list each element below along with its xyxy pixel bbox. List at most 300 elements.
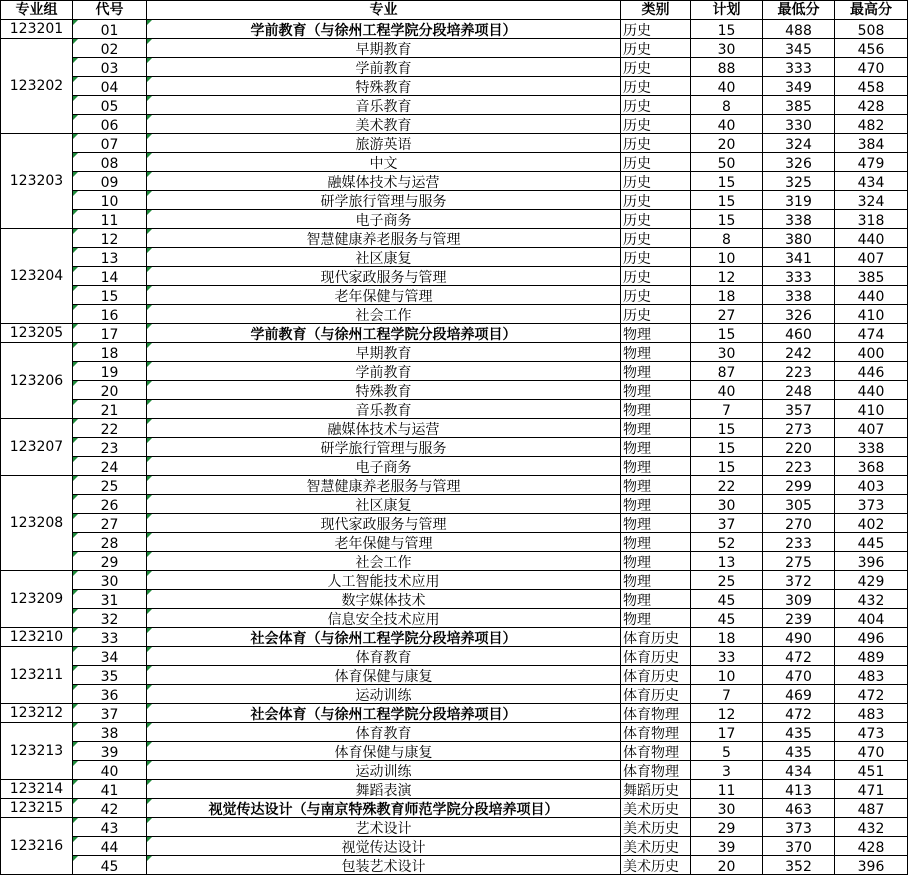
plan-cell: 11 (691, 780, 763, 799)
major-cell: 电子商务 (147, 457, 621, 476)
plan-cell: 17 (691, 723, 763, 742)
max-score-cell: 432 (835, 590, 908, 609)
major-cell: 音乐教育 (147, 96, 621, 115)
max-score-cell: 396 (835, 552, 908, 571)
category-cell: 历史 (621, 96, 691, 115)
min-score-cell: 435 (763, 723, 835, 742)
code-cell: 12 (73, 229, 147, 248)
code-cell: 25 (73, 476, 147, 495)
max-score-cell: 470 (835, 58, 908, 77)
category-cell: 历史 (621, 77, 691, 96)
header-max-score: 最高分 (835, 1, 908, 20)
major-cell: 融媒体技术与运营 (147, 172, 621, 191)
max-score-cell: 400 (835, 343, 908, 362)
min-score-cell: 275 (763, 552, 835, 571)
max-score-cell: 368 (835, 457, 908, 476)
category-cell: 物理 (621, 324, 691, 343)
plan-cell: 15 (691, 457, 763, 476)
category-cell: 历史 (621, 58, 691, 77)
header-row (1, 1, 908, 20)
table-row (1, 761, 908, 780)
code-cell: 11 (73, 210, 147, 229)
major-cell: 早期教育 (147, 39, 621, 58)
major-cell: 社区康复 (147, 495, 621, 514)
category-cell: 美术历史 (621, 799, 691, 818)
code-cell: 15 (73, 286, 147, 305)
category-cell: 美术历史 (621, 818, 691, 837)
table-row (1, 381, 908, 400)
major-cell: 研学旅行管理与服务 (147, 438, 621, 457)
plan-cell: 33 (691, 647, 763, 666)
category-cell: 体育历史 (621, 666, 691, 685)
code-cell: 01 (73, 20, 147, 39)
category-cell: 物理 (621, 571, 691, 590)
min-score-cell: 370 (763, 837, 835, 856)
code-cell: 17 (73, 324, 147, 343)
code-cell: 02 (73, 39, 147, 58)
min-score-cell: 352 (763, 856, 835, 875)
major-cell: 特殊教育 (147, 77, 621, 96)
code-cell: 33 (73, 628, 147, 647)
code-cell: 40 (73, 761, 147, 780)
group-id-cell: 123214 (1, 780, 73, 799)
max-score-cell: 402 (835, 514, 908, 533)
major-cell: 视觉传达设计（与南京特殊教育师范学院分段培养项目） (147, 799, 621, 818)
code-cell: 38 (73, 723, 147, 742)
table-row (1, 96, 908, 115)
plan-cell: 7 (691, 685, 763, 704)
max-score-cell: 489 (835, 647, 908, 666)
major-cell: 现代家政服务与管理 (147, 267, 621, 286)
min-score-cell: 242 (763, 343, 835, 362)
category-cell: 历史 (621, 305, 691, 324)
table-row (1, 267, 908, 286)
max-score-cell: 440 (835, 286, 908, 305)
min-score-cell: 435 (763, 742, 835, 761)
table-row (1, 571, 908, 590)
code-cell: 24 (73, 457, 147, 476)
category-cell: 物理 (621, 476, 691, 495)
group-id-cell: 123201 (1, 20, 73, 39)
min-score-cell: 330 (763, 115, 835, 134)
plan-cell: 52 (691, 533, 763, 552)
min-score-cell: 373 (763, 818, 835, 837)
plan-cell: 27 (691, 305, 763, 324)
code-cell: 42 (73, 799, 147, 818)
plan-cell: 45 (691, 590, 763, 609)
min-score-cell: 223 (763, 457, 835, 476)
max-score-cell: 396 (835, 856, 908, 875)
max-score-cell: 410 (835, 305, 908, 324)
code-cell: 28 (73, 533, 147, 552)
plan-cell: 40 (691, 115, 763, 134)
major-cell: 舞蹈表演 (147, 780, 621, 799)
code-cell: 32 (73, 609, 147, 628)
table-row (1, 115, 908, 134)
max-score-cell: 318 (835, 210, 908, 229)
plan-cell: 10 (691, 248, 763, 267)
plan-cell: 45 (691, 609, 763, 628)
max-score-cell: 428 (835, 96, 908, 115)
plan-cell: 37 (691, 514, 763, 533)
category-cell: 历史 (621, 172, 691, 191)
header-category: 类别 (621, 1, 691, 20)
group-id-cell: 123212 (1, 704, 73, 723)
major-cell: 老年保健与管理 (147, 533, 621, 552)
max-score-cell: 410 (835, 400, 908, 419)
max-score-cell: 473 (835, 723, 908, 742)
category-cell: 物理 (621, 552, 691, 571)
code-cell: 20 (73, 381, 147, 400)
code-cell: 43 (73, 818, 147, 837)
max-score-cell: 338 (835, 438, 908, 457)
code-cell: 23 (73, 438, 147, 457)
major-cell: 信息安全技术应用 (147, 609, 621, 628)
plan-cell: 20 (691, 856, 763, 875)
code-cell: 45 (73, 856, 147, 875)
category-cell: 历史 (621, 153, 691, 172)
table-row (1, 666, 908, 685)
table-row (1, 191, 908, 210)
major-cell: 体育保健与康复 (147, 666, 621, 685)
major-cell: 社会工作 (147, 305, 621, 324)
major-cell: 体育教育 (147, 647, 621, 666)
min-score-cell: 341 (763, 248, 835, 267)
table-row (1, 704, 908, 723)
plan-cell: 30 (691, 495, 763, 514)
category-cell: 历史 (621, 286, 691, 305)
min-score-cell: 472 (763, 647, 835, 666)
max-score-cell: 384 (835, 134, 908, 153)
group-id-cell: 123215 (1, 799, 73, 818)
major-cell: 学前教育 (147, 362, 621, 381)
max-score-cell: 451 (835, 761, 908, 780)
plan-cell: 30 (691, 343, 763, 362)
category-cell: 物理 (621, 514, 691, 533)
code-cell: 37 (73, 704, 147, 723)
plan-cell: 15 (691, 324, 763, 343)
category-cell: 美术历史 (621, 837, 691, 856)
max-score-cell: 434 (835, 172, 908, 191)
min-score-cell: 233 (763, 533, 835, 552)
table-row (1, 590, 908, 609)
code-cell: 14 (73, 267, 147, 286)
category-cell: 历史 (621, 210, 691, 229)
plan-cell: 15 (691, 172, 763, 191)
category-cell: 物理 (621, 533, 691, 552)
min-score-cell: 372 (763, 571, 835, 590)
plan-cell: 5 (691, 742, 763, 761)
code-cell: 29 (73, 552, 147, 571)
category-cell: 物理 (621, 609, 691, 628)
group-id-cell: 123211 (1, 647, 73, 704)
category-cell: 美术历史 (621, 856, 691, 875)
code-cell: 10 (73, 191, 147, 210)
plan-cell: 15 (691, 20, 763, 39)
min-score-cell: 488 (763, 20, 835, 39)
plan-cell: 15 (691, 419, 763, 438)
table-body (1, 20, 908, 875)
table-row (1, 799, 908, 818)
min-score-cell: 413 (763, 780, 835, 799)
max-score-cell: 440 (835, 229, 908, 248)
major-cell: 体育保健与康复 (147, 742, 621, 761)
plan-cell: 29 (691, 818, 763, 837)
plan-cell: 40 (691, 77, 763, 96)
max-score-cell: 445 (835, 533, 908, 552)
major-cell: 融媒体技术与运营 (147, 419, 621, 438)
max-score-cell: 483 (835, 704, 908, 723)
group-id-cell: 123216 (1, 818, 73, 875)
max-score-cell: 429 (835, 571, 908, 590)
max-score-cell: 407 (835, 248, 908, 267)
table-row (1, 77, 908, 96)
plan-cell: 20 (691, 134, 763, 153)
major-cell: 智慧健康养老服务与管理 (147, 476, 621, 495)
max-score-cell: 428 (835, 837, 908, 856)
category-cell: 历史 (621, 191, 691, 210)
group-id-cell: 123205 (1, 324, 73, 343)
code-cell: 44 (73, 837, 147, 856)
max-score-cell: 508 (835, 20, 908, 39)
major-cell: 学前教育 (147, 58, 621, 77)
table-row (1, 210, 908, 229)
min-score-cell: 273 (763, 419, 835, 438)
major-cell: 中文 (147, 153, 621, 172)
max-score-cell: 385 (835, 267, 908, 286)
min-score-cell: 460 (763, 324, 835, 343)
major-cell: 智慧健康养老服务与管理 (147, 229, 621, 248)
group-id-cell: 123210 (1, 628, 73, 647)
code-cell: 06 (73, 115, 147, 134)
min-score-cell: 349 (763, 77, 835, 96)
category-cell: 体育历史 (621, 685, 691, 704)
category-cell: 物理 (621, 438, 691, 457)
category-cell: 历史 (621, 248, 691, 267)
code-cell: 09 (73, 172, 147, 191)
min-score-cell: 463 (763, 799, 835, 818)
table-row (1, 248, 908, 267)
major-cell: 包装艺术设计 (147, 856, 621, 875)
code-cell: 41 (73, 780, 147, 799)
category-cell: 体育物理 (621, 704, 691, 723)
min-score-cell: 309 (763, 590, 835, 609)
plan-cell: 3 (691, 761, 763, 780)
group-id-cell: 123202 (1, 39, 73, 134)
group-id-cell: 123206 (1, 343, 73, 419)
code-cell: 35 (73, 666, 147, 685)
category-cell: 历史 (621, 115, 691, 134)
plan-cell: 12 (691, 267, 763, 286)
min-score-cell: 239 (763, 609, 835, 628)
plan-cell: 88 (691, 58, 763, 77)
max-score-cell: 446 (835, 362, 908, 381)
min-score-cell: 325 (763, 172, 835, 191)
table-row (1, 286, 908, 305)
table-row (1, 495, 908, 514)
table-row (1, 780, 908, 799)
min-score-cell: 270 (763, 514, 835, 533)
min-score-cell: 385 (763, 96, 835, 115)
table-row (1, 324, 908, 343)
major-cell: 数字媒体技术 (147, 590, 621, 609)
table-row (1, 628, 908, 647)
header-group: 专业组 (1, 1, 73, 20)
group-id-cell: 123207 (1, 419, 73, 476)
plan-cell: 12 (691, 704, 763, 723)
category-cell: 体育物理 (621, 742, 691, 761)
max-score-cell: 440 (835, 381, 908, 400)
plan-cell: 8 (691, 96, 763, 115)
category-cell: 物理 (621, 362, 691, 381)
major-cell: 社区康复 (147, 248, 621, 267)
code-cell: 03 (73, 58, 147, 77)
code-cell: 36 (73, 685, 147, 704)
category-cell: 物理 (621, 419, 691, 438)
plan-cell: 18 (691, 286, 763, 305)
category-cell: 体育物理 (621, 761, 691, 780)
category-cell: 物理 (621, 400, 691, 419)
category-cell: 历史 (621, 39, 691, 58)
table-row (1, 723, 908, 742)
major-cell: 社会工作 (147, 552, 621, 571)
plan-cell: 30 (691, 39, 763, 58)
max-score-cell: 472 (835, 685, 908, 704)
table-row (1, 39, 908, 58)
plan-cell: 15 (691, 210, 763, 229)
max-score-cell: 373 (835, 495, 908, 514)
plan-cell: 25 (691, 571, 763, 590)
code-cell: 05 (73, 96, 147, 115)
header-min-score: 最低分 (763, 1, 835, 20)
table-row (1, 609, 908, 628)
plan-cell: 22 (691, 476, 763, 495)
table-row (1, 58, 908, 77)
plan-cell: 87 (691, 362, 763, 381)
code-cell: 26 (73, 495, 147, 514)
plan-cell: 13 (691, 552, 763, 571)
table-row (1, 419, 908, 438)
major-cell: 社会体育（与徐州工程学院分段培养项目） (147, 704, 621, 723)
category-cell: 物理 (621, 381, 691, 400)
max-score-cell: 482 (835, 115, 908, 134)
code-cell: 18 (73, 343, 147, 362)
min-score-cell: 223 (763, 362, 835, 381)
major-cell: 早期教育 (147, 343, 621, 362)
code-cell: 08 (73, 153, 147, 172)
major-cell: 体育教育 (147, 723, 621, 742)
code-cell: 27 (73, 514, 147, 533)
plan-cell: 50 (691, 153, 763, 172)
min-score-cell: 220 (763, 438, 835, 457)
group-id-cell: 123203 (1, 134, 73, 229)
table-row (1, 172, 908, 191)
table-row (1, 514, 908, 533)
max-score-cell: 432 (835, 818, 908, 837)
group-id-cell: 123204 (1, 229, 73, 324)
category-cell: 历史 (621, 134, 691, 153)
min-score-cell: 324 (763, 134, 835, 153)
min-score-cell: 490 (763, 628, 835, 647)
group-id-cell: 123208 (1, 476, 73, 571)
category-cell: 舞蹈历史 (621, 780, 691, 799)
min-score-cell: 326 (763, 153, 835, 172)
table-row (1, 305, 908, 324)
max-score-cell: 471 (835, 780, 908, 799)
code-cell: 30 (73, 571, 147, 590)
max-score-cell: 458 (835, 77, 908, 96)
max-score-cell: 487 (835, 799, 908, 818)
category-cell: 物理 (621, 495, 691, 514)
max-score-cell: 403 (835, 476, 908, 495)
max-score-cell: 479 (835, 153, 908, 172)
major-cell: 运动训练 (147, 685, 621, 704)
major-cell: 人工智能技术应用 (147, 571, 621, 590)
plan-cell: 7 (691, 400, 763, 419)
header-major: 专业 (147, 1, 621, 20)
min-score-cell: 472 (763, 704, 835, 723)
plan-cell: 40 (691, 381, 763, 400)
table-row (1, 685, 908, 704)
major-cell: 美术教育 (147, 115, 621, 134)
min-score-cell: 248 (763, 381, 835, 400)
min-score-cell: 380 (763, 229, 835, 248)
plan-cell: 8 (691, 229, 763, 248)
major-cell: 现代家政服务与管理 (147, 514, 621, 533)
table-row (1, 343, 908, 362)
table-row (1, 20, 908, 39)
min-score-cell: 338 (763, 210, 835, 229)
min-score-cell: 319 (763, 191, 835, 210)
major-cell: 视觉传达设计 (147, 837, 621, 856)
major-cell: 研学旅行管理与服务 (147, 191, 621, 210)
major-cell: 社会体育（与徐州工程学院分段培养项目） (147, 628, 621, 647)
plan-cell: 10 (691, 666, 763, 685)
min-score-cell: 299 (763, 476, 835, 495)
min-score-cell: 333 (763, 58, 835, 77)
table-row (1, 362, 908, 381)
header-plan: 计划 (691, 1, 763, 20)
code-cell: 39 (73, 742, 147, 761)
max-score-cell: 474 (835, 324, 908, 343)
min-score-cell: 333 (763, 267, 835, 286)
table-row (1, 533, 908, 552)
min-score-cell: 338 (763, 286, 835, 305)
major-cell: 特殊教育 (147, 381, 621, 400)
category-cell: 物理 (621, 343, 691, 362)
table-row (1, 742, 908, 761)
min-score-cell: 305 (763, 495, 835, 514)
min-score-cell: 326 (763, 305, 835, 324)
plan-cell: 15 (691, 191, 763, 210)
category-cell: 物理 (621, 457, 691, 476)
min-score-cell: 470 (763, 666, 835, 685)
category-cell: 物理 (621, 590, 691, 609)
table-row (1, 153, 908, 172)
code-cell: 31 (73, 590, 147, 609)
min-score-cell: 434 (763, 761, 835, 780)
category-cell: 体育历史 (621, 628, 691, 647)
code-cell: 07 (73, 134, 147, 153)
table-row (1, 229, 908, 248)
code-cell: 04 (73, 77, 147, 96)
max-score-cell: 407 (835, 419, 908, 438)
major-cell: 学前教育（与徐州工程学院分段培养项目） (147, 20, 621, 39)
header-code: 代号 (73, 1, 147, 20)
table-row (1, 438, 908, 457)
major-cell: 旅游英语 (147, 134, 621, 153)
table-row (1, 837, 908, 856)
